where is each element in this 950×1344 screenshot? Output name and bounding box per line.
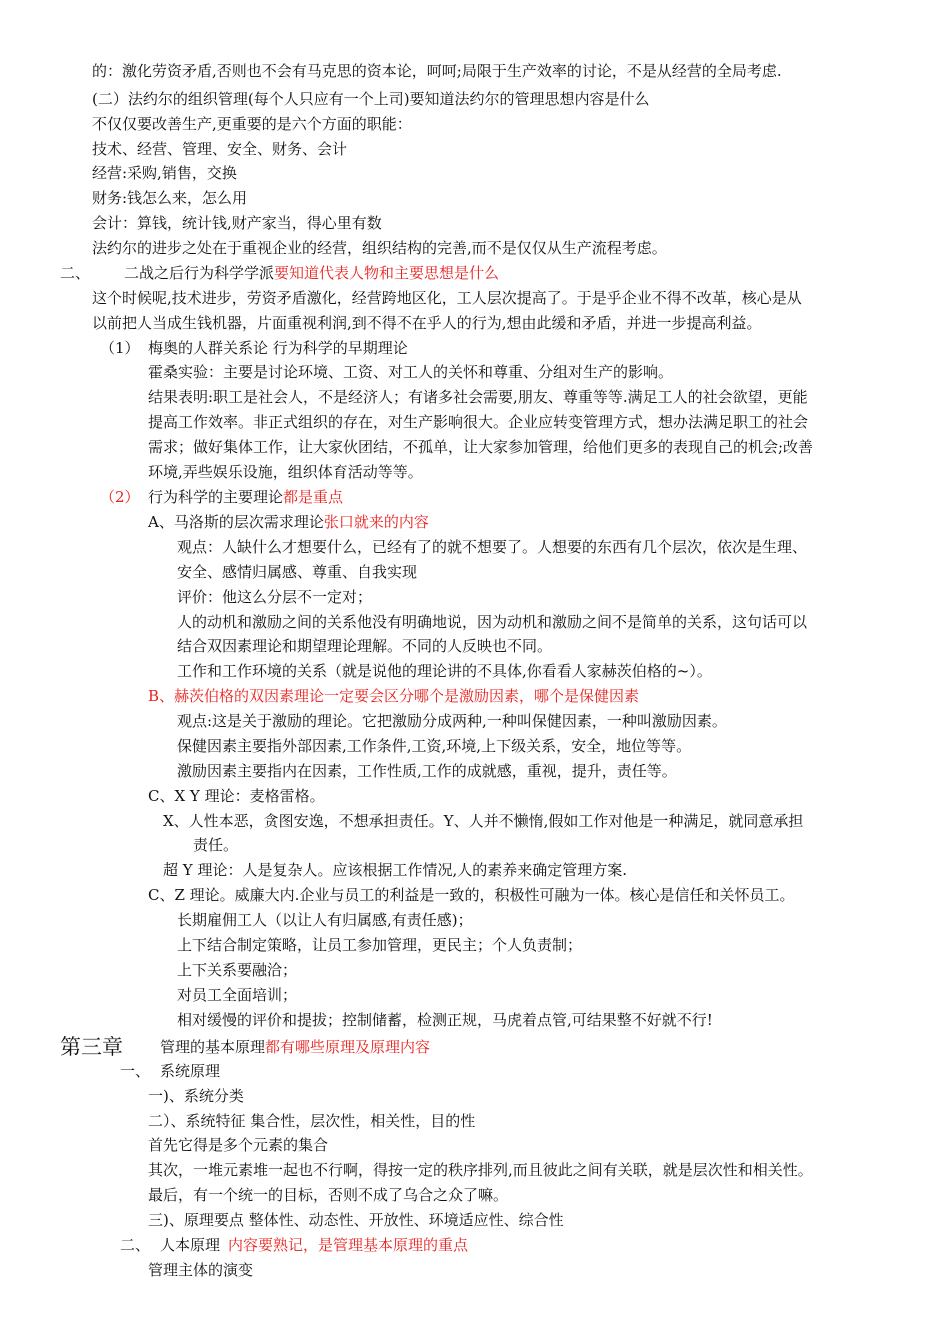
chapter-title: 第三章 <box>60 1035 123 1059</box>
text-line: 激励因素主要指内在因素，工作性质,工作的成就感，重视，提升，责任等。 <box>177 762 677 780</box>
section-number: 二、 <box>60 264 91 282</box>
text-line: 上下结合制定策略，让员工参加管理，更民主；个人负责制； <box>177 936 583 954</box>
text-line: 技术、经营、管理、安全、财务、会计 <box>92 140 348 158</box>
highlight-note: 张口就来的内容 <box>323 513 429 531</box>
text-line: 长期雇佣工人（以让人有归属感,有责任感)； <box>177 911 473 929</box>
text-line: 二）、系统特征 集合性，层次性，相关性，目的性 <box>148 1112 476 1130</box>
chapter-heading <box>160 1036 430 1058</box>
theory-heading-maslow <box>148 511 429 533</box>
text-line: 这个时候呢,技术进步，劳资矛盾激化，经营跨地区化，工人层次提高了。于是乎企业不得不改革，核心是从 <box>92 289 802 307</box>
text-line: 不仅仅要改善生产,更重要的是六个方面的职能： <box>92 115 412 133</box>
text-line: 需求；做好集体工作，让大家伙团结，不孤单，让大家参加管理，给他们更多的表现自己的机会;改善 <box>148 438 814 456</box>
text-line: 会计：算钱，统计钱,财产家当，得心里有数 <box>92 214 382 232</box>
text-line: 霍桑实验：主要是讨论环境、工资、对工人的关怀和尊重、分组对生产的影响。 <box>148 363 674 381</box>
section-heading-system: 系统原理 <box>160 1062 221 1080</box>
section-number: 二、 <box>120 1236 151 1254</box>
text-line: 安全、感情归属感、尊重、自我实现 <box>177 563 418 581</box>
text-line: 观点：人缺什么才想要什么，已经有了的就不想要了。人想要的东西有几个层次，依次是生理、 <box>177 538 808 556</box>
text-line: 结果表明:职工是社会人，不是经济人；有诸多社会需要,朋友、尊重等等.满足工人的社会欲望，更能 <box>148 388 808 406</box>
heading-text: B、赫茨伯格的双因素理论 <box>148 687 325 705</box>
highlight-note: 都是重点 <box>283 488 344 506</box>
text-line: X、人性本恶，贪图安逸，不想承担责任。Y、人并不懒惰,假如工作对他是一种满足，就同意承担 <box>163 812 804 830</box>
text-line: 法约尔的进步之处在于重视企业的经营，组织结构的完善,而不是仅仅从生产流程考虑。 <box>92 239 667 257</box>
text-line: 三)、原理要点 整体性、动态性、开放性、环境适应性、综合性 <box>148 1211 564 1229</box>
heading-text: 二战之后行为科学学派 <box>124 264 275 282</box>
highlight-note: 要知道代表人物和主要思想是什么 <box>274 264 500 282</box>
theory-heading-herzberg <box>148 685 639 707</box>
highlight-note: 内容要熟记，是管理基本原理的重点 <box>228 1236 469 1254</box>
text-line: 责任。 <box>193 836 239 854</box>
text-line: 工作和工作环境的关系（就是说他的理论讲的不具体,你看看人家赫茨伯格的~）。 <box>177 662 712 680</box>
heading-text: 管理的基本原理 <box>160 1038 266 1056</box>
text-line: 最后，有一个统一的目标，否则不成了乌合之众了嘛。 <box>148 1186 509 1204</box>
heading-text: 人本原理 <box>160 1236 221 1254</box>
text-line: 提高工作效率。非正式组织的存在，对生产影响很大。企业应转变管理方式，想办法满足职工的社会 <box>148 413 809 431</box>
text-line: 的：激化劳资矛盾,否则也不会有马克思的资本论，呵呵;局限于生产效率的讨论，不是从经营的全局考虑. <box>92 62 782 80</box>
section-heading-humanistic <box>160 1234 468 1256</box>
section-heading-fayol: (二）法约尔的组织管理(每个人只应有一个上司)要知道法约尔的管理思想内容是什么 <box>92 90 650 108</box>
section-heading-behavioral <box>124 262 499 284</box>
text-line: 人的动机和激励之间的关系他没有明确地说，因为动机和激励之间不是简单的关系，这句话可以 <box>177 613 808 631</box>
heading-text: 行为科学的主要理论 <box>148 488 284 506</box>
theory-heading-z: C、Z 理论。威廉大内.企业与员工的利益是一致的，积极性可融为一体。核心是信任和关怀员工。 <box>148 886 795 904</box>
text-line: 超 Y 理论：人是复杂人。应该根据工作情况,人的素养来确定管理方案. <box>163 861 627 879</box>
theory-heading-xy: C、X Y 理论：麦格雷格。 <box>148 787 325 805</box>
text-line: 经营:采购,销售，交换 <box>92 164 237 182</box>
item-number: （2） <box>100 488 140 506</box>
text-line: 评价：他这么分层不一定对； <box>177 588 373 606</box>
item-number: （1） <box>100 339 140 357</box>
text-line: 一)、系统分类 <box>148 1087 244 1105</box>
subsection-heading-theories <box>148 486 343 508</box>
text-line: 观点:这是关于激励的理论。它把激励分成两种,一种叫保健因素，一种叫激励因素。 <box>177 712 727 730</box>
section-number: 一、 <box>120 1062 151 1080</box>
text-line: 对员工全面培训； <box>177 986 298 1004</box>
heading-text: A、马洛斯的层次需求理论 <box>148 513 324 531</box>
highlight-note: 一定要会区分哪个是激励因素，哪个是保健因素 <box>324 687 640 705</box>
subsection-heading-mayo: 梅奥的人群关系论 行为科学的早期理论 <box>148 339 408 357</box>
text-line: 环境,弄些娱乐设施，组织体育活动等等。 <box>148 463 423 481</box>
text-line: 管理主体的演变 <box>148 1261 254 1279</box>
text-line: 结合双因素理论和期望理论理解。不同的人反映也不同。 <box>177 637 553 655</box>
text-line: 保健因素主要指外部因素,工作条件,工资,环境,上下级关系，安全，地位等等。 <box>177 737 692 755</box>
text-line: 其次，一堆元素堆一起也不行啊，得按一定的秩序排列,而且彼此之间有关联，就是层次性和相关性。 <box>148 1161 813 1179</box>
text-line: 相对缓慢的评价和提拔；控制储蓄，检测正规，马虎着点管,可结果整不好就不行! <box>177 1011 713 1029</box>
text-line: 财务:钱怎么来，怎么用 <box>92 189 248 207</box>
text-line: 上下关系要融洽； <box>177 961 298 979</box>
highlight-note: 都有哪些原理及原理内容 <box>265 1038 431 1056</box>
text-line: 以前把人当成生钱机器，片面重视利润,到不得不在乎人的行为,想由此缓和矛盾，并进一步提高利益。 <box>92 314 762 332</box>
text-line: 首先它得是多个元素的集合 <box>148 1136 329 1154</box>
